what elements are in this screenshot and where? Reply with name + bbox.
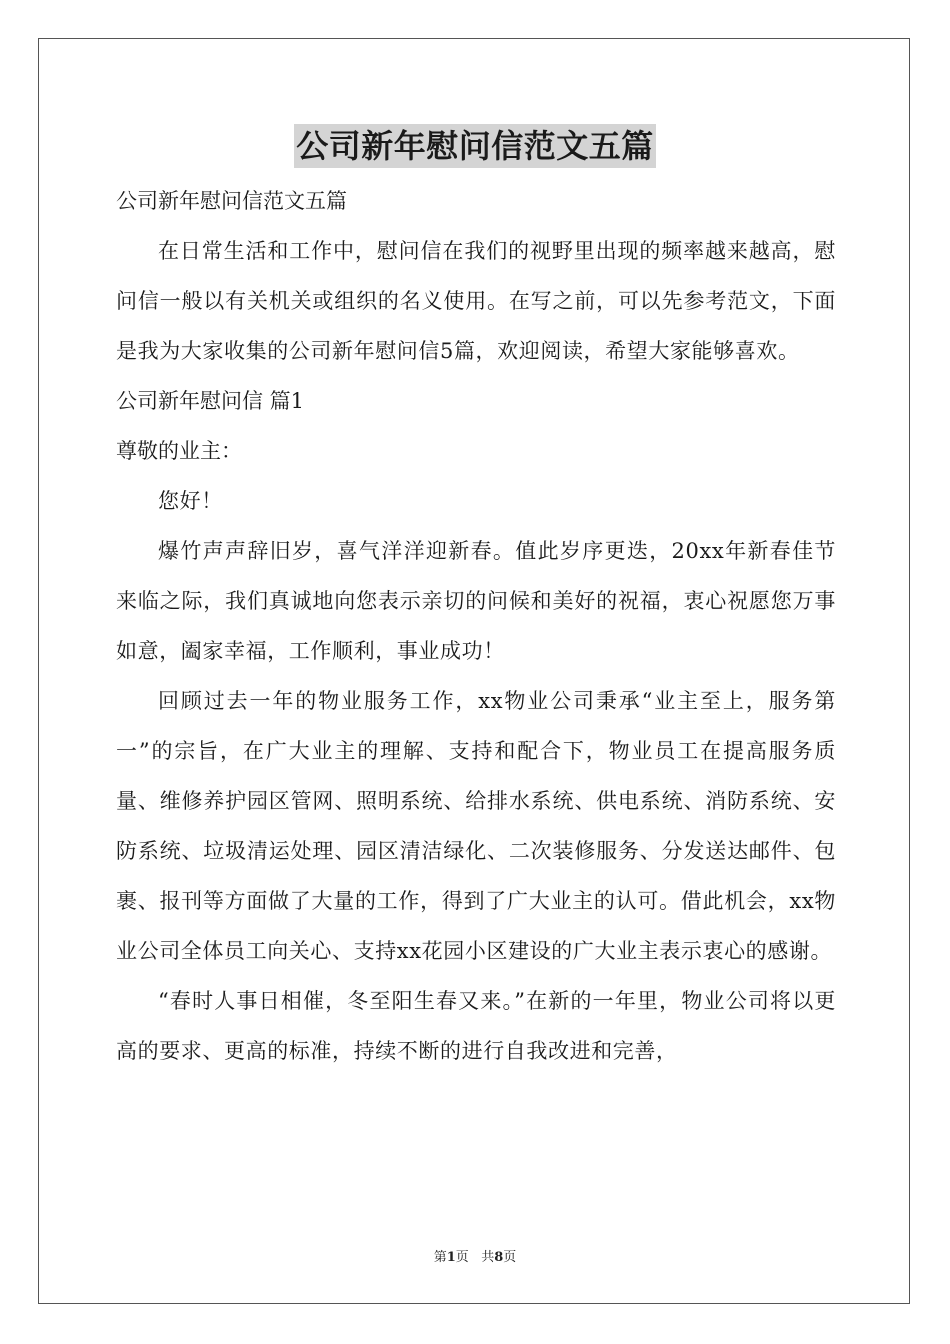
body-paragraph-2: 回顾过去一年的物业服务工作，xx物业公司秉承“业主至上，服务第一”的宗旨，在广大业主的理解、支持和配合下，物业员工在提高服务质量、维修养护园区管网、照明系统、给排水系统、供电系统、消防系统、安防系统、垃圾清运处理、园区清洁绿化、二次装修服务、分发送达邮件、包裹、报刊等方面做了大量的工作，得到了广大业主的认可。借此机会，xx物业公司全体员工向关心、支持xx花园小区建设的广大业主表示衷心的感谢。 [116,689,836,963]
footer-page-suffix: 页 [455,1250,469,1265]
footer-total-pages: 8 [494,1250,504,1265]
section-heading: 公司新年慰问信 篇1 [116,389,305,413]
footer-prefix: 第 [433,1250,447,1265]
footer-page-number: 1 [446,1250,456,1265]
intro-paragraph: 在日常生活和工作中，慰问信在我们的视野里出现的频率越来越高，慰问信一般以有关机关或组织的名义使用。在写之前，可以先参考范文，下面是我为大家收集的公司新年慰问信5篇，欢迎阅读，希望大家能够喜欢。 [116,239,836,363]
body-paragraph-1: 爆竹声声辞旧岁，喜气洋洋迎新春。值此岁序更迭，20xx年新春佳节来临之际，我们真诚地向您表示亲切的问候和美好的祝福，衷心祝愿您万事如意，阖家幸福，工作顺利，事业成功！ [116,539,836,663]
footer-total-prefix: 共 [481,1250,495,1265]
document-title: 公司新年慰问信范文五篇 [294,124,656,168]
document-subtitle: 公司新年慰问信范文五篇 [116,189,347,213]
footer-total-suffix: 页 [503,1250,517,1265]
greeting: 您好！ [158,489,223,513]
title-container [0,124,950,168]
salutation: 尊敬的业主： [116,439,242,463]
body-paragraph-3: “春时人事日相催，冬至阳生春又来。”在新的一年里，物业公司将以更高的要求、更高的标准，持续不断的进行自我改进和完善， [116,989,836,1063]
page-footer [0,1246,950,1265]
document-body [116,176,836,1076]
